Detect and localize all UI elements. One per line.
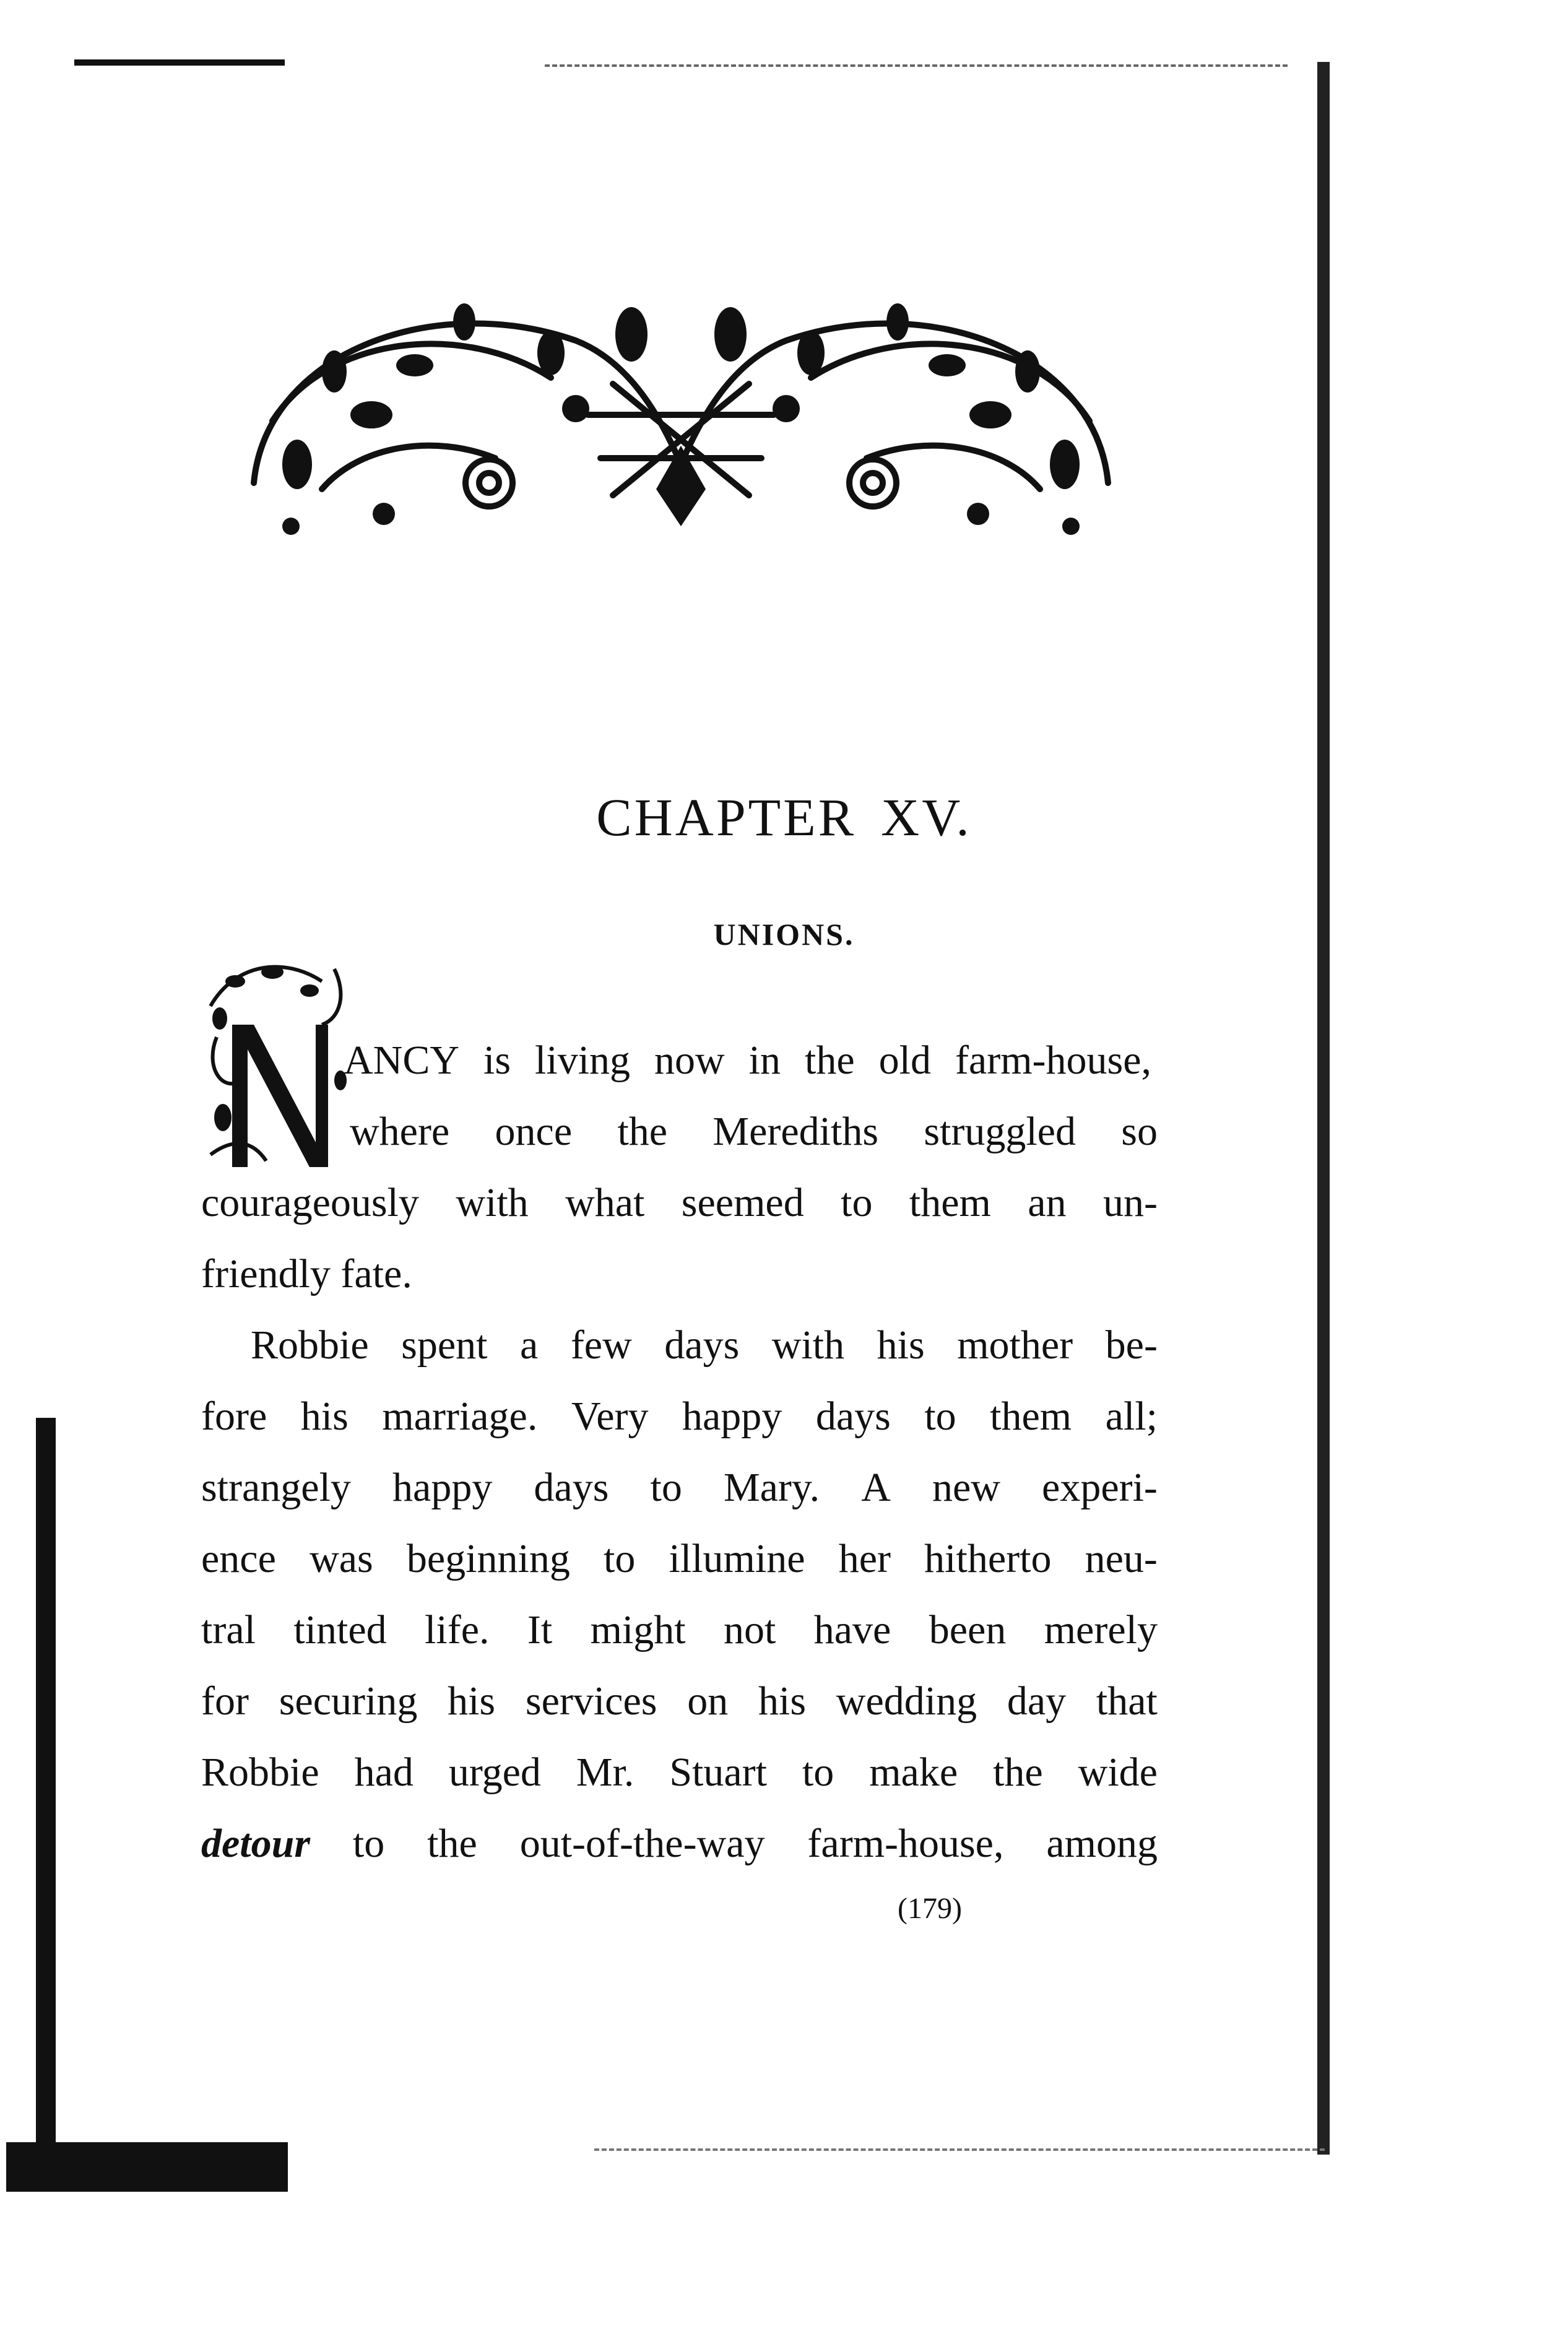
word: Stuart (669, 1750, 767, 1795)
word: make (869, 1750, 958, 1795)
text-line (201, 1823, 1158, 1864)
word: a (520, 1322, 539, 1368)
word: new (932, 1465, 1000, 1510)
text-line (201, 1607, 1158, 1652)
scan-edge-top-bar (74, 59, 285, 66)
word: farm-house, (955, 1038, 1151, 1083)
word: securing (279, 1678, 418, 1724)
word: spent (401, 1322, 488, 1368)
scan-edge-left-bar (36, 1418, 56, 2179)
word: out-of-the-way (519, 1821, 765, 1866)
word: living (535, 1038, 631, 1083)
word: the (617, 1109, 668, 1154)
chapter-numeral: XV. (881, 788, 972, 847)
word: been (929, 1607, 1007, 1652)
scan-dash-top (545, 64, 1288, 67)
word: the (805, 1038, 855, 1083)
word: mother (957, 1322, 1073, 1368)
word: once (495, 1109, 573, 1154)
word: Mr. (576, 1750, 635, 1795)
word: to (924, 1394, 956, 1439)
chapter-title (0, 786, 1568, 848)
text-line (201, 1251, 412, 1296)
text-line (201, 1752, 1158, 1793)
word: struggled (924, 1109, 1076, 1154)
word: might (590, 1607, 686, 1652)
word: so (1121, 1109, 1158, 1154)
scan-edge-bottom-block (6, 2142, 288, 2192)
word: had (354, 1750, 414, 1795)
word: courageously (201, 1180, 419, 1225)
word: what (565, 1180, 645, 1225)
ornamental-headpiece (229, 260, 1133, 551)
word: with (456, 1180, 529, 1225)
word: her (838, 1536, 891, 1581)
word: to (604, 1536, 636, 1581)
scan-edge-right-bar (1317, 62, 1330, 2155)
word: marriage. (382, 1394, 538, 1439)
text-line (344, 1040, 1151, 1081)
text-line (201, 1536, 1158, 1581)
word: his (300, 1394, 349, 1439)
word: his (758, 1678, 807, 1724)
word: not (724, 1607, 776, 1652)
word: Merediths (713, 1109, 879, 1154)
chapter-subtitle: UNIONS. (713, 917, 855, 952)
italic-word-detour: detour (201, 1821, 311, 1866)
word: to (802, 1750, 834, 1795)
word: now (654, 1038, 725, 1083)
word: with (771, 1322, 845, 1368)
word: tral (201, 1607, 256, 1652)
word: fore (201, 1394, 267, 1439)
word: happy (682, 1394, 782, 1439)
word: days (534, 1465, 609, 1510)
word: neu- (1085, 1536, 1158, 1581)
word: experi- (1042, 1465, 1158, 1510)
text-line (251, 1322, 1158, 1368)
word: friendly fate. (201, 1251, 412, 1296)
word: to (650, 1465, 682, 1510)
word: to (841, 1180, 873, 1225)
word: the (993, 1750, 1043, 1795)
word: old (878, 1038, 931, 1083)
word: them (990, 1394, 1072, 1439)
word: life. (425, 1607, 490, 1652)
word: day (1007, 1678, 1067, 1724)
text-line (201, 1467, 1158, 1508)
word: seemed (681, 1180, 804, 1225)
word: to (352, 1821, 385, 1866)
word: strangely (201, 1465, 351, 1510)
text-line (350, 1111, 1158, 1152)
word: where (350, 1109, 450, 1154)
word: for (201, 1678, 249, 1724)
word: un- (1103, 1180, 1158, 1225)
word: wedding (836, 1678, 977, 1724)
word: beginning (406, 1536, 570, 1581)
word: on (687, 1678, 729, 1724)
word: the (427, 1821, 477, 1866)
word: ence (201, 1536, 276, 1581)
word: among (1046, 1821, 1158, 1866)
word: his (877, 1322, 925, 1368)
word: illumine (669, 1536, 805, 1581)
word: services (525, 1678, 657, 1724)
word: Mary. (723, 1465, 820, 1510)
word: his (448, 1678, 496, 1724)
word: wide (1078, 1750, 1158, 1795)
word: in (748, 1038, 781, 1083)
text-line (201, 1678, 1158, 1724)
word: A (861, 1465, 891, 1510)
word: merely (1044, 1607, 1158, 1652)
word: tinted (293, 1607, 387, 1652)
word: is (483, 1038, 511, 1083)
word: It (527, 1607, 553, 1652)
word: urged (448, 1750, 541, 1795)
text-line (201, 1180, 1158, 1225)
word: be- (1105, 1322, 1158, 1368)
word: Robbie (201, 1750, 319, 1795)
word: have (813, 1607, 891, 1652)
scan-dash-bottom (594, 2148, 1325, 2151)
word: an (1028, 1180, 1067, 1225)
decorated-drop-cap-n (198, 957, 353, 1179)
word: Robbie (251, 1322, 369, 1368)
word: Very (571, 1394, 649, 1439)
word: days (664, 1322, 740, 1368)
page-number: (179) (898, 1892, 962, 1925)
word: ANCY (344, 1038, 460, 1083)
word: that (1096, 1678, 1158, 1724)
word: few (570, 1322, 632, 1368)
word: days (815, 1394, 891, 1439)
word: happy (392, 1465, 493, 1510)
word: all; (1105, 1394, 1158, 1439)
word: hitherto (924, 1536, 1052, 1581)
chapter-title-word: CHAPTER (596, 788, 857, 847)
word: farm-house, (807, 1821, 1004, 1866)
word: them (909, 1180, 991, 1225)
word: was (310, 1536, 373, 1581)
text-line (201, 1396, 1158, 1437)
